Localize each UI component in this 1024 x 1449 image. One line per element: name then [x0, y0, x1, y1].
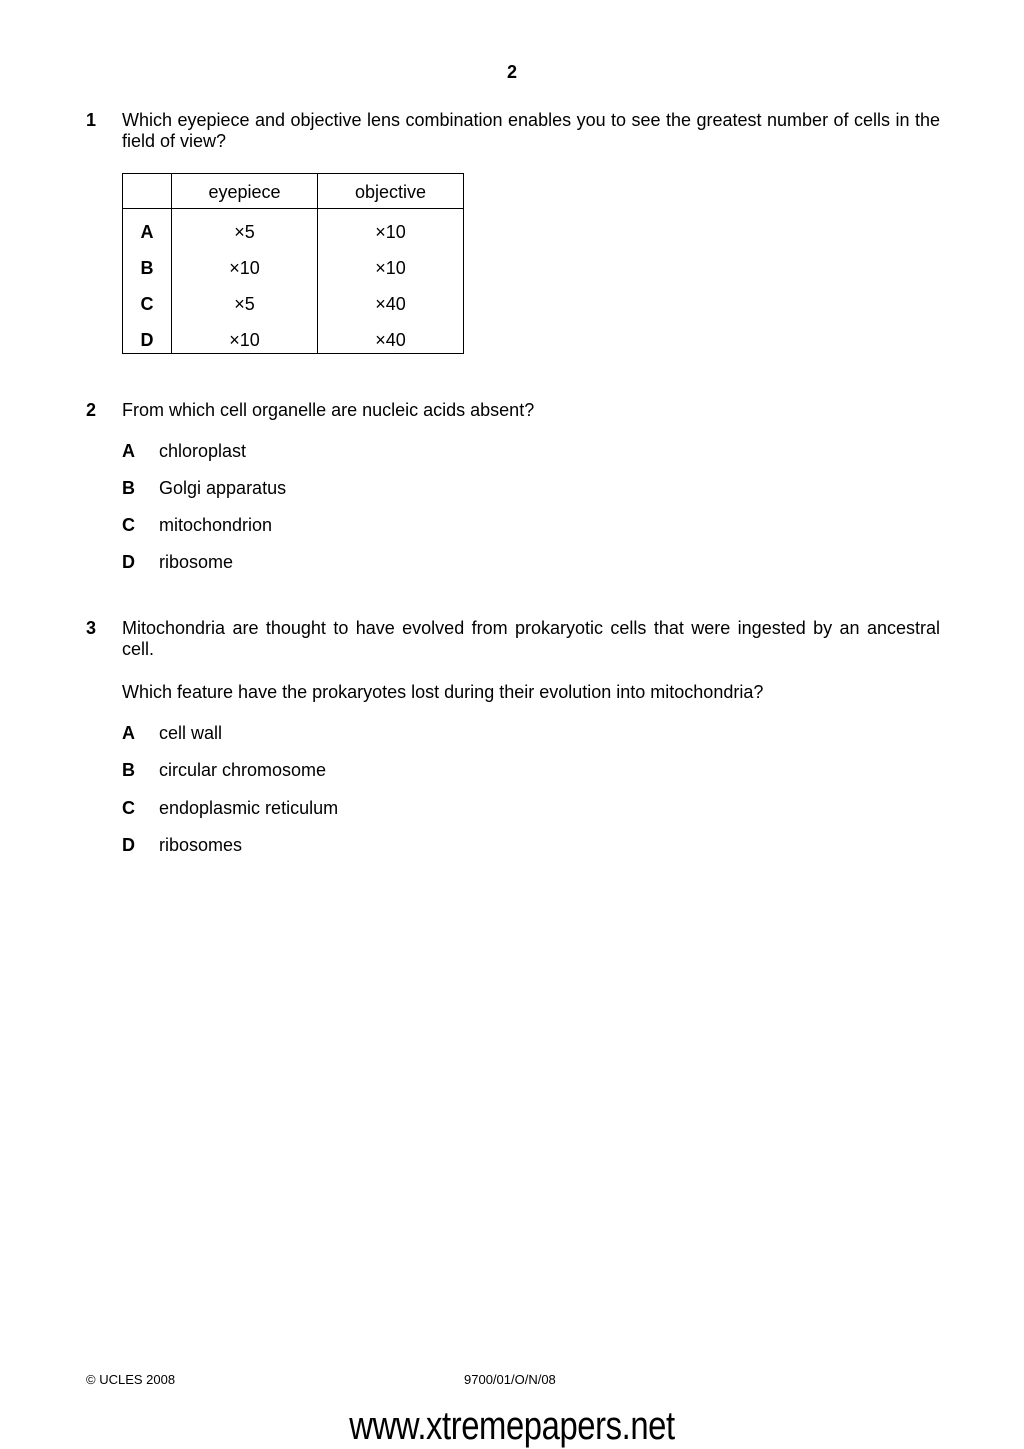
option-letter: C	[122, 515, 135, 535]
page-number: 2	[506, 62, 517, 82]
option-letter: D	[122, 552, 135, 572]
table-cell-eyepiece: ×5	[234, 222, 255, 242]
table-row-label: C	[140, 294, 154, 314]
table-cell-eyepiece: ×10	[229, 330, 260, 350]
table-cell-eyepiece: ×5	[234, 294, 255, 314]
footer-paper-code: 9700/01/O/N/08	[464, 1372, 556, 1387]
option-letter: A	[122, 723, 135, 743]
option-letter: B	[122, 478, 135, 498]
option-text: endoplasmic reticulum	[159, 798, 339, 818]
option-letter: A	[122, 441, 135, 461]
table-row-label: B	[140, 258, 154, 278]
lens-combination-table	[122, 173, 464, 354]
footer-copyright: © UCLES 2008	[86, 1372, 176, 1387]
table-header-objective: objective	[354, 182, 427, 202]
table-cell-eyepiece: ×10	[229, 258, 260, 278]
question-1-text: Which eyepiece and objective lens combination enables you to see the greatest number of cells in the field of view?	[122, 110, 940, 151]
question-3-text: Mitochondria are thought to have evolved from prokaryotic cells that were ingested by an ancestral cell.	[122, 618, 940, 659]
table-cell-objective: ×10	[375, 258, 406, 278]
table-cell-objective: ×10	[375, 222, 406, 242]
option-text: circular chromosome	[159, 760, 327, 780]
option-letter: D	[122, 835, 135, 855]
option-text: cell wall	[159, 723, 223, 743]
option-text: mitochondrion	[159, 515, 273, 535]
option-text: Golgi apparatus	[159, 478, 287, 498]
question-3-number: 3	[86, 618, 97, 638]
option-letter: B	[122, 760, 135, 780]
question-1-number: 1	[86, 110, 97, 130]
question-2-number: 2	[86, 400, 97, 420]
option-text: ribosome	[159, 552, 234, 572]
option-text: chloroplast	[159, 441, 247, 461]
question-3-prompt: Which feature have the prokaryotes lost during their evolution into mitochondria?	[122, 682, 764, 702]
table-header-eyepiece: eyepiece	[208, 182, 281, 202]
option-text: ribosomes	[159, 835, 243, 855]
watermark-url: www.xtremepapers.net	[349, 1404, 675, 1448]
table-cell-objective: ×40	[375, 330, 406, 350]
table-cell-objective: ×40	[375, 294, 406, 314]
table-row-label: D	[140, 330, 154, 350]
question-2-text: From which cell organelle are nucleic acids absent?	[122, 400, 535, 420]
option-letter: C	[122, 798, 135, 818]
table-row-label: A	[140, 222, 154, 242]
